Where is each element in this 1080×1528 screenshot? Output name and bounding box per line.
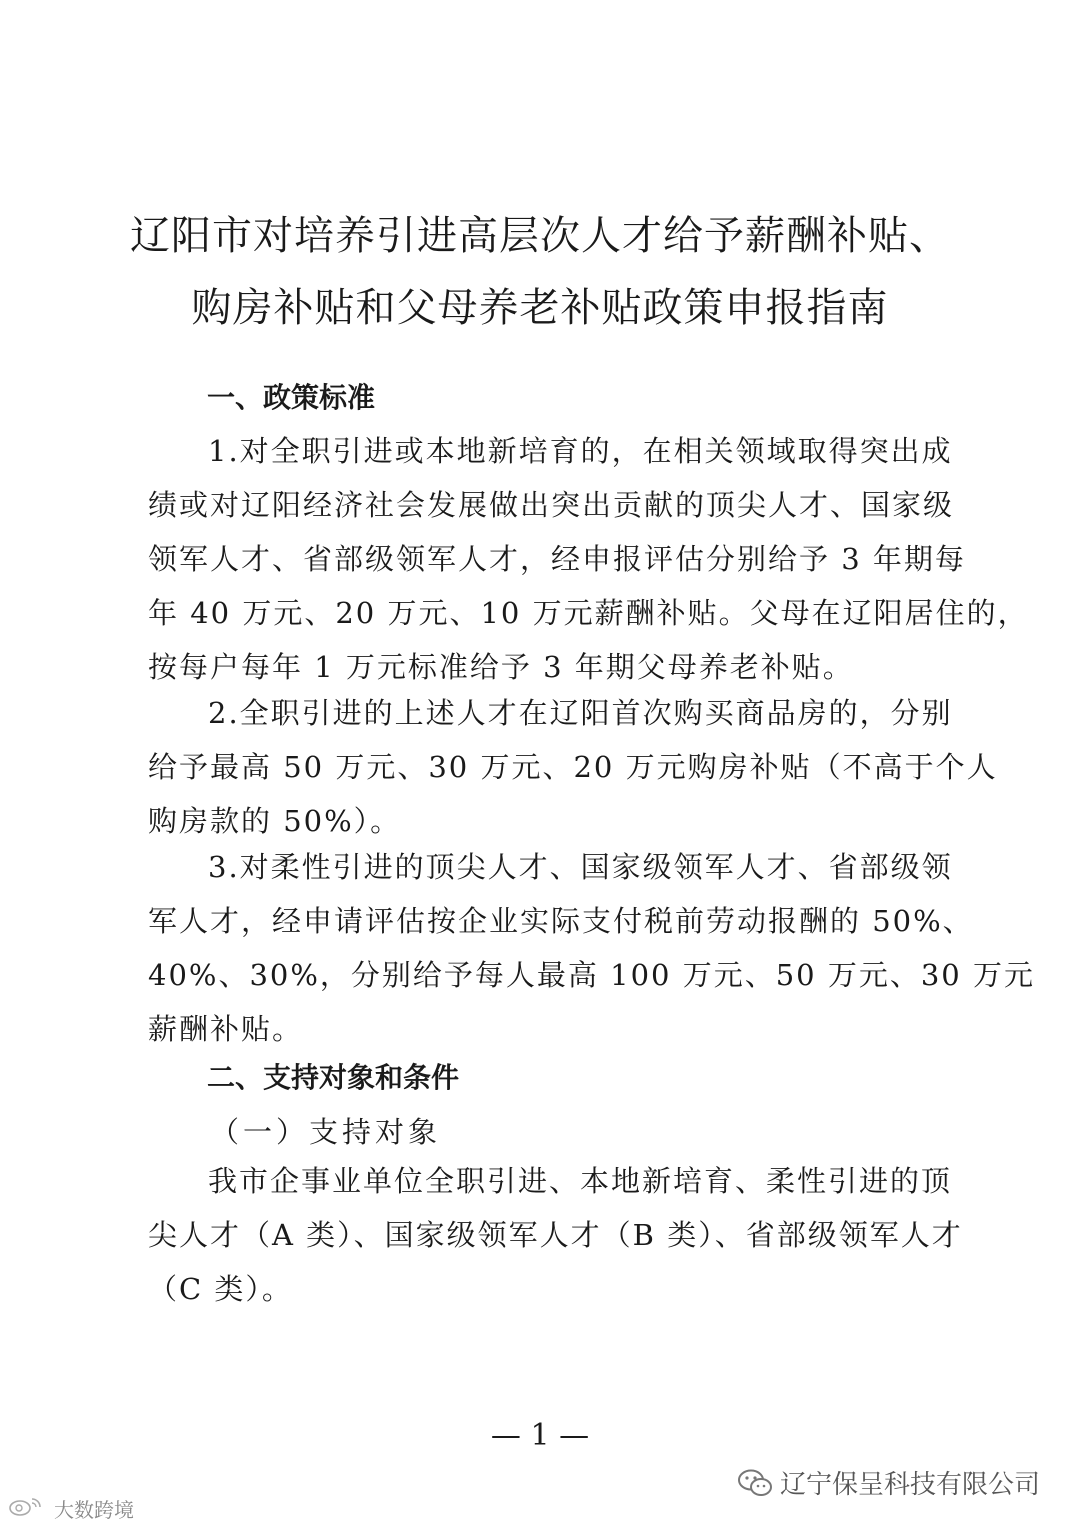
watermark-source-name: 大数跨境 [54, 1498, 134, 1522]
text-line: 领军人才、省部级领军人才，经申报评估分别给予 3 年期每 [148, 542, 966, 576]
section-1-heading: 一、政策标准 [207, 381, 376, 414]
text-line: 尖人才（A 类）、国家级领军人才（B 类）、省部级领军人才 [148, 1218, 963, 1252]
wechat-icon [738, 1469, 772, 1497]
source-watermark [8, 1494, 134, 1523]
weibo-icon [8, 1495, 48, 1522]
text-line: 年 40 万元、20 万元、10 万元薪酬补贴。父母在辽阳居住的， [148, 596, 1029, 630]
wechat-watermark [738, 1464, 1040, 1501]
document-title [0, 200, 1080, 344]
text-line: 40%、30%，分别给予每人最高 100 万元、50 万元、30 万元 [148, 958, 1035, 992]
text-line: 绩或对辽阳经济社会发展做出突出贡献的顶尖人才、国家级 [148, 488, 955, 522]
text-line: 我市企事业单位全职引进、本地新培育、柔性引进的顶 [208, 1164, 953, 1198]
watermark-company-name: 辽宁保呈科技有限公司 [780, 1470, 1041, 1500]
section-1-paragraph-1 [148, 424, 1029, 694]
section-1-paragraph-2 [148, 686, 998, 848]
section-2-subheading: （一）支持对象 [210, 1115, 442, 1149]
section-2-heading: 二、支持对象和条件 [207, 1061, 460, 1094]
text-line: 2.全职引进的上述人才在辽阳首次购买商品房的，分别 [208, 696, 953, 730]
text-line: 1.对全职引进或本地新培育的，在相关领域取得突出成 [208, 434, 953, 468]
text-line: 给予最高 50 万元、30 万元、20 万元购房补贴（不高于个人 [148, 750, 998, 784]
section-2-paragraph-1 [148, 1154, 963, 1316]
text-line: 3.对柔性引进的顶尖人才、国家级领军人才、省部级领 [208, 850, 953, 884]
text-line: （C 类）。 [148, 1272, 293, 1306]
text-line: 按每户每年 1 万元标准给予 3 年期父母养老补贴。 [148, 650, 854, 684]
text-line: 军人才，经申请评估按企业实际支付税前劳动报酬的 50%、 [148, 904, 974, 938]
title-line-2: 购房补贴和父母养老补贴政策申报指南 [191, 285, 889, 331]
section-1-paragraph-3 [148, 840, 1035, 1056]
text-line: 购房款的 50%）。 [148, 804, 402, 838]
page-number: — 1 — [490, 1418, 590, 1453]
text-line: 薪酬补贴。 [148, 1012, 304, 1046]
title-line-1: 辽阳市对培养引进高层次人才给予薪酬补贴、 [130, 213, 950, 259]
